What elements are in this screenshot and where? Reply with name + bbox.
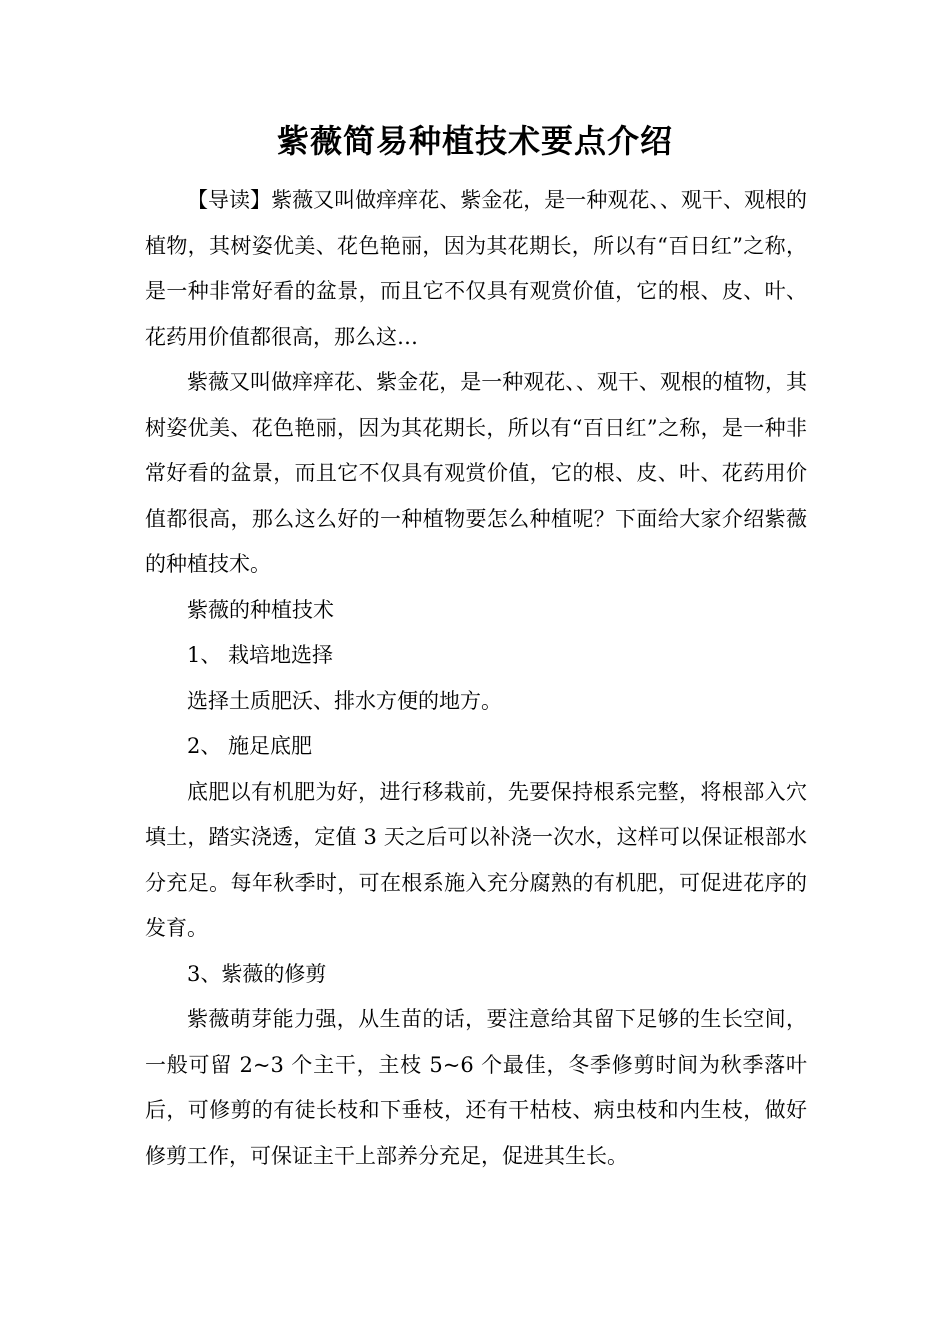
step-heading: 2、 施足底肥	[187, 734, 313, 758]
step-heading: 1、 栽培地选择	[187, 643, 334, 667]
document-body	[145, 178, 807, 1179]
body-paragraph: 选择土质肥沃、排水方便的地方。	[187, 688, 502, 713]
body-paragraph: 紫薇又叫做痒痒花、紫金花，是一种观花、、观干、观根的植物，其树姿优美、花色艳丽，因为其花期长，所以有“百日红”之称，是一种非常好看的盆景，而且它不仅具有观赏价值，它的根、皮、叶、花药用价值都很高，那么这么好的一种植物要怎么种植呢？下面给大家介绍紫薇的种植技术。	[145, 370, 807, 576]
body-paragraph: 底肥以有机肥为好，进行移栽前，先要保持根系完整，将根部入穴填土，踏实浇透，定值 3 天之后可以补浇一次水，这样可以保证根部水分充足。每年秋季时，可在根系施入充分腐熟的有机肥，可促进花序的发育。	[145, 779, 807, 940]
step-heading: 3、紫薇的修剪	[187, 961, 327, 986]
section-heading: 紫薇的种植技术	[187, 597, 334, 622]
document-title: 紫薇简易种植技术要点介绍	[276, 122, 673, 160]
intro-paragraph: 【导读】紫薇又叫做痒痒花、紫金花，是一种观花、、观干、观根的植物，其树姿优美、花色艳丽，因为其花期长，所以有“百日红”之称，是一种非常好看的盆景，而且它不仅具有观赏价值，它的根、皮、叶、花药用价值都很高，那么这…	[145, 188, 807, 349]
body-paragraph: 紫薇萌芽能力强，从生苗的话，要注意给其留下足够的生长空间，一般可留 2~3 个主干，主枝 5~6 个最佳，冬季修剪时间为秋季落叶后，可修剪的有徒长枝和下垂枝，还有干枯枝、病虫枝和内生枝，做好修剪工作，可保证主干上部养分充足，促进其生长。	[145, 1007, 807, 1168]
